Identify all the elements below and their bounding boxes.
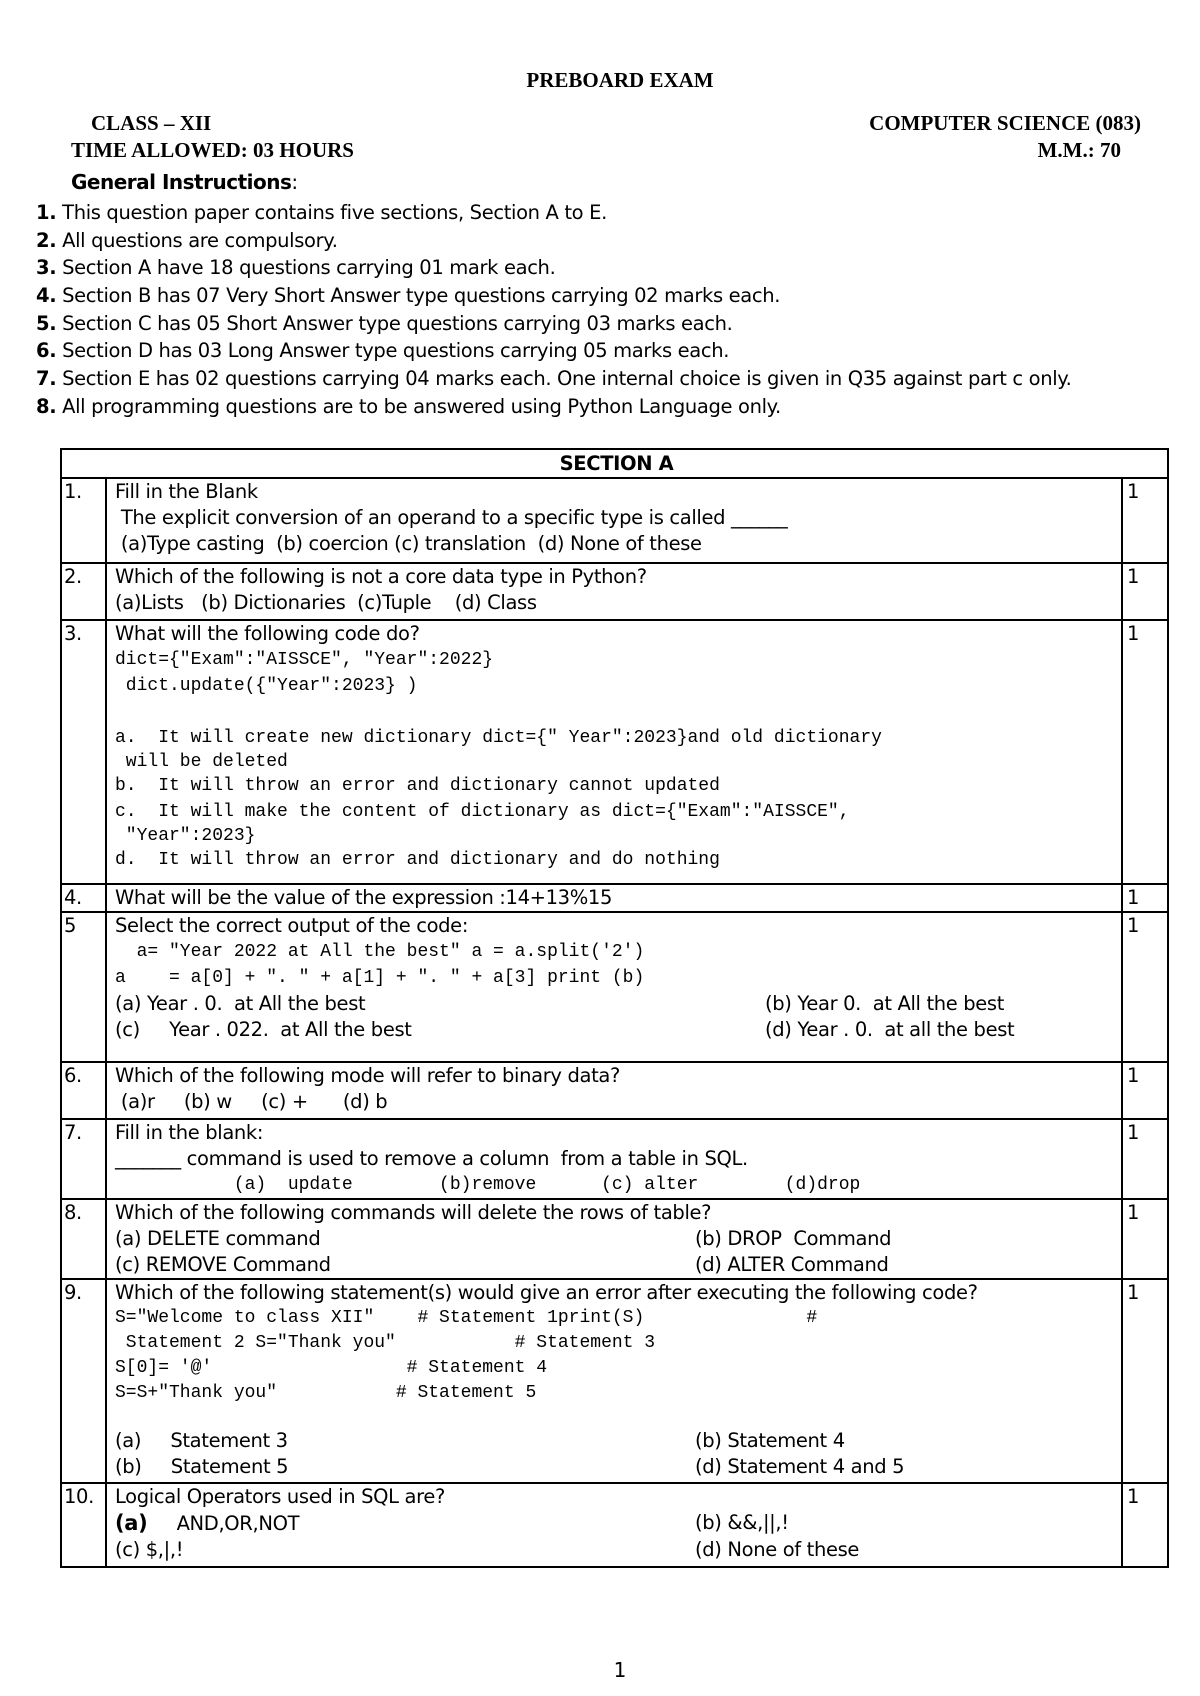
option-b: (b) &&,||,! (695, 1511, 789, 1534)
options-row (115, 1226, 1117, 1252)
options-row (115, 1252, 1117, 1278)
max-marks: M.M.: 70 (1037, 138, 1121, 162)
question-number: 3. (61, 620, 106, 884)
option-d: (d) Year . 0. at all the best (765, 1018, 1015, 1041)
option-b: (b) Statement 4 (695, 1429, 845, 1452)
question-marks: 1 (1122, 884, 1168, 912)
question-marks: 1 (1122, 912, 1168, 1062)
section-heading-row (61, 449, 1168, 478)
code-line: a = a[0] + ". " + a[1] + ". " + a[3] print (b) (115, 968, 645, 988)
code-line: S=S+"Thank you" # Statement 5 (115, 1383, 537, 1403)
section-a-heading: SECTION A (61, 449, 1168, 478)
question-body (106, 563, 1122, 620)
instructions-list (36, 199, 1072, 421)
question-body (106, 1483, 1122, 1567)
question-number: 4. (61, 884, 106, 912)
question-text: The explicit conversion of an operand to a specific type is called ______ (115, 506, 788, 529)
code-line: dict.update({"Year":2023} ) (115, 676, 418, 696)
code-line: Statement 2 S="Thank you" # Statement 3 (115, 1333, 656, 1353)
option-b: b. It will throw an error and dictionary cannot updated (115, 776, 720, 796)
question-row-1 (61, 478, 1168, 563)
option-c: (c) $,|,! (115, 1538, 184, 1561)
question-body (106, 1199, 1122, 1279)
question-number: 1. (61, 478, 106, 563)
question-number: 9. (61, 1279, 106, 1483)
code-line: a= "Year 2022 at All the best" a = a.split('2') (115, 942, 645, 962)
instruction-item: 2. All questions are compulsory. (36, 228, 338, 252)
question-row-9 (61, 1279, 1168, 1483)
question-text: Which of the following statement(s) would give an error after executing the following code? (115, 1281, 978, 1304)
options-row (115, 1454, 1117, 1480)
options-row (115, 1017, 1117, 1043)
question-options: (a) update (b)remove (c) alter (d)drop (115, 1175, 861, 1195)
option-a: (a) AND,OR,NOT (115, 1511, 300, 1535)
instruction-item: 3. Section A have 18 questions carrying 01 mark each. (36, 256, 556, 280)
option-a: (a) DELETE command (115, 1227, 321, 1250)
question-number: 2. (61, 563, 106, 620)
question-marks: 1 (1122, 1483, 1168, 1567)
option-b: (b) DROP Command (695, 1227, 892, 1250)
question-marks: 1 (1122, 1119, 1168, 1199)
general-instructions-heading: General Instructions: (71, 170, 298, 194)
question-row-8 (61, 1199, 1168, 1279)
question-marks: 1 (1122, 1279, 1168, 1483)
option-b: (b) Year 0. at All the best (765, 992, 1005, 1015)
question-body (106, 884, 1122, 912)
options-row (115, 1537, 1117, 1563)
option-a: (a) Statement 3 (115, 1429, 288, 1452)
question-marks: 1 (1122, 620, 1168, 884)
question-text: Select the correct output of the code: (115, 914, 469, 937)
question-number: 8. (61, 1199, 106, 1279)
option-a: a. It will create new dictionary dict={" Year":2023}and old dictionary (115, 728, 882, 748)
question-body (106, 1062, 1122, 1119)
question-row-6 (61, 1062, 1168, 1119)
question-marks: 1 (1122, 1199, 1168, 1279)
question-number: 6. (61, 1062, 106, 1119)
question-row-7 (61, 1119, 1168, 1199)
instruction-item: 4. Section B has 07 Very Short Answer type questions carrying 02 marks each. (36, 284, 781, 308)
question-marks: 1 (1122, 478, 1168, 563)
question-body (106, 912, 1122, 1062)
question-text: Which of the following commands will delete the rows of table? (115, 1201, 712, 1224)
question-body (106, 620, 1122, 884)
time-allowed: TIME ALLOWED: 03 HOURS (71, 138, 354, 162)
options-row (115, 991, 1117, 1017)
question-text: Which of the following is not a core data type in Python? (115, 565, 647, 588)
option-a: (a) Year . 0. at All the best (115, 992, 366, 1015)
option-c: (c) Year . 022. at All the best (115, 1018, 412, 1041)
option-c: (b) Statement 5 (115, 1455, 289, 1478)
question-row-10 (61, 1483, 1168, 1567)
question-row-4 (61, 884, 1168, 912)
question-text: Logical Operators used in SQL are? (115, 1485, 446, 1508)
question-row-3 (61, 620, 1168, 884)
question-body (106, 1119, 1122, 1199)
instruction-item: 8. All programming questions are to be answered using Python Language only. (36, 394, 781, 418)
exam-title: PREBOARD EXAM (526, 68, 714, 92)
question-text: _______ command is used to remove a column from a table in SQL. (115, 1147, 748, 1170)
question-text: What will be the value of the expression :14+13%15 (115, 886, 613, 909)
question-options: (a)Lists (b) Dictionaries (c)Tuple (d) Class (115, 591, 537, 614)
subject-label: COMPUTER SCIENCE (083) (869, 111, 1141, 135)
question-body (106, 478, 1122, 563)
question-row-5 (61, 912, 1168, 1062)
option-d: (d) ALTER Command (695, 1253, 889, 1276)
option-c: (c) REMOVE Command (115, 1253, 331, 1276)
question-number: 7. (61, 1119, 106, 1199)
question-options: (a)r (b) w (c) + (d) b (115, 1090, 388, 1113)
question-text: Which of the following mode will refer to binary data? (115, 1064, 620, 1087)
question-options: (a)Type casting (b) coercion (c) translation (d) None of these (115, 532, 702, 555)
page-number: 1 (613, 1658, 627, 1682)
options-row (115, 1428, 1117, 1454)
code-line: dict={"Exam":"AISSCE", "Year":2022} (115, 650, 494, 670)
question-text: What will the following code do? (115, 622, 420, 645)
option-d: (d) None of these (695, 1538, 860, 1561)
option-c: c. It will make the content of dictionary as dict={"Exam":"AISSCE", (115, 802, 850, 822)
class-label: CLASS – XII (91, 111, 212, 135)
option-d: (d) Statement 4 and 5 (695, 1455, 905, 1478)
instruction-item: 7. Section E has 02 questions carrying 04 marks each. One internal choice is given in Q35 against part c only. (36, 367, 1072, 391)
option-c-cont: "Year":2023} (115, 826, 256, 846)
question-text: Fill in the blank: (115, 1121, 264, 1144)
code-line: S="Welcome to class XII" # Statement 1print(S) # (115, 1308, 818, 1328)
instruction-item: 5. Section C has 05 Short Answer type questions carrying 03 marks each. (36, 311, 733, 335)
code-line: S[0]= '@' # Statement 4 (115, 1358, 548, 1378)
question-marks: 1 (1122, 1062, 1168, 1119)
option-a-cont: will be deleted (115, 752, 288, 772)
instruction-item: 1. This question paper contains five sections, Section A to E. (36, 201, 607, 224)
question-marks: 1 (1122, 563, 1168, 620)
question-body (106, 1279, 1122, 1483)
option-d: d. It will throw an error and dictionary and do nothing (115, 850, 720, 870)
section-a-table (60, 448, 1169, 1568)
options-row (115, 1510, 1117, 1537)
instruction-item: 6. Section D has 03 Long Answer type questions carrying 05 marks each. (36, 339, 730, 363)
question-row-2 (61, 563, 1168, 620)
question-number: 10. (61, 1483, 106, 1567)
question-number: 5 (61, 912, 106, 1062)
question-text: Fill in the Blank (115, 480, 258, 503)
